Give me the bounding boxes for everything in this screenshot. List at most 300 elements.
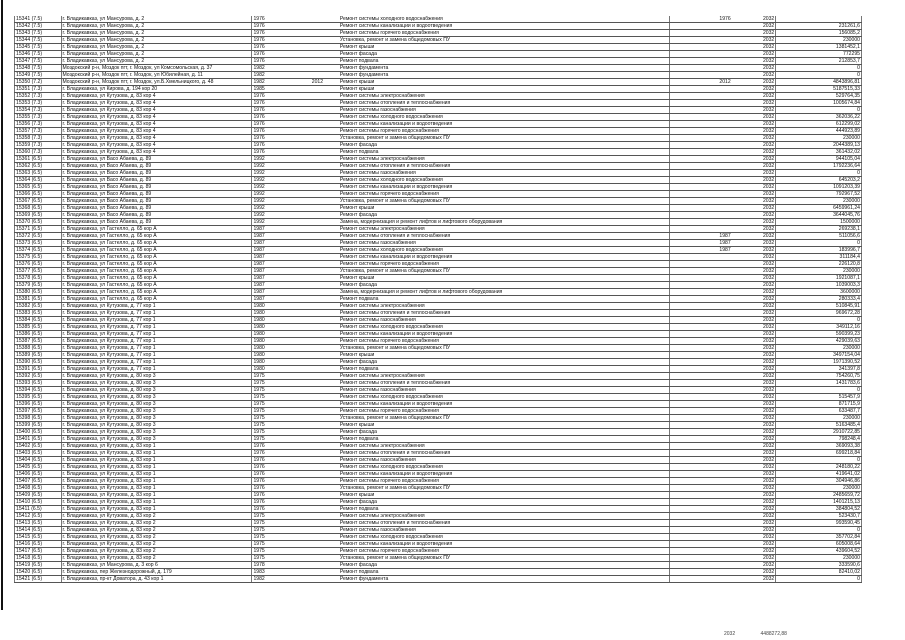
plan-year-cell: 2032 — [732, 149, 776, 156]
build-year-cell: 1992 — [252, 198, 296, 205]
repair-year-cell — [296, 296, 339, 303]
address-cell: г. Владикавказ, ул Кутузова, д. 83 кор 1 — [61, 506, 252, 513]
last-repair-year-cell — [669, 380, 731, 387]
work-type-cell: Ремонт системы холодного водоснабжения — [339, 114, 669, 121]
work-type-cell: Ремонт фасада — [339, 282, 669, 289]
table-row — [15, 128, 862, 135]
build-year-cell: 1980 — [252, 324, 296, 331]
repair-year-cell — [296, 86, 339, 93]
work-type-cell: Ремонт системы газоснабжения — [339, 240, 669, 247]
repair-year-cell — [296, 548, 339, 555]
repair-year-cell — [296, 44, 339, 51]
plan-year-cell: 2032 — [732, 233, 776, 240]
plan-year-cell: 2032 — [732, 37, 776, 44]
work-type-cell: Ремонт системы холодного водоснабжения — [339, 394, 669, 401]
repair-year-cell — [296, 415, 339, 422]
record-id-cell: 15394 (6.5) — [15, 387, 62, 394]
cost-cell: 772295 — [776, 51, 862, 58]
cost-cell: 2044389,13 — [776, 142, 862, 149]
repair-year-cell — [296, 156, 339, 163]
build-year-cell: 1976 — [252, 51, 296, 58]
address-cell: г. Владикавказ, ул Гастелло, д. 65 кор А — [61, 261, 252, 268]
last-repair-year-cell — [669, 303, 731, 310]
last-repair-year-cell — [669, 289, 731, 296]
record-id-cell: 15372 (6.5) — [15, 233, 62, 240]
table-row — [15, 359, 862, 366]
build-year-cell: 1980 — [252, 303, 296, 310]
build-year-cell: 1980 — [252, 331, 296, 338]
last-repair-year-cell — [669, 121, 731, 128]
cost-cell: 792967,52 — [776, 191, 862, 198]
last-repair-year-cell — [669, 163, 731, 170]
work-type-cell: Ремонт крыши — [339, 44, 669, 51]
cost-cell: 0 — [776, 170, 862, 177]
address-cell: г. Владикавказ, ул Кутузова, д. 83 кор 1 — [61, 457, 252, 464]
last-repair-year-cell — [669, 373, 731, 380]
table-row — [15, 506, 862, 513]
last-repair-year-cell — [669, 72, 731, 79]
cost-cell: 3600000 — [776, 289, 862, 296]
last-repair-year-cell — [669, 51, 731, 58]
last-repair-year-cell — [669, 492, 731, 499]
last-repair-year-cell — [669, 282, 731, 289]
table-row — [15, 23, 862, 30]
plan-year-cell: 2032 — [732, 359, 776, 366]
table-row — [15, 352, 862, 359]
repair-year-cell — [296, 450, 339, 457]
plan-year-cell: 2032 — [732, 282, 776, 289]
address-cell: г. Владикавказ, ул Кутузова, д. 77 кор 1 — [61, 317, 252, 324]
cost-cell: 311184,4 — [776, 254, 862, 261]
record-id-cell: 15398 (6.5) — [15, 415, 62, 422]
plan-year-cell: 2032 — [732, 114, 776, 121]
record-id-cell: 15347 (7.5) — [15, 58, 62, 65]
address-cell: г. Владикавказ, ул Ваco Абаева, д. 89 — [61, 170, 252, 177]
plan-year-cell: 2032 — [732, 555, 776, 562]
record-id-cell: 15411 (6.5) — [15, 506, 62, 513]
record-id-cell: 15406 (6.5) — [15, 471, 62, 478]
last-repair-year-cell — [669, 268, 731, 275]
work-type-cell: Ремонт системы газоснабжения — [339, 387, 669, 394]
record-id-cell: 15359 (7.3) — [15, 142, 62, 149]
repair-year-cell — [296, 135, 339, 142]
work-type-cell: Ремонт системы электроснабжения — [339, 303, 669, 310]
record-id-cell: 15387 (6.5) — [15, 338, 62, 345]
repair-year-cell — [296, 457, 339, 464]
work-type-cell: Ремонт системы газоснабжения — [339, 107, 669, 114]
last-repair-year-cell: 1976 — [669, 16, 731, 23]
footer-total: 4488272,88 — [760, 631, 787, 637]
cost-cell: 3644045,76 — [776, 212, 862, 219]
table-row — [15, 303, 862, 310]
plan-year-cell: 2032 — [732, 240, 776, 247]
repair-year-cell — [296, 205, 339, 212]
plan-year-cell: 2032 — [732, 65, 776, 72]
cost-cell: 280333,4 — [776, 296, 862, 303]
table-row — [15, 198, 862, 205]
record-id-cell: 15366 (6.5) — [15, 191, 62, 198]
record-id-cell: 15360 (7.3) — [15, 149, 62, 156]
last-repair-year-cell — [669, 30, 731, 37]
plan-year-cell: 2032 — [732, 408, 776, 415]
address-cell: Моздокский р-н, Моздок пгт, г. Моздок, ул.Б.Хмельницкого, д. 48 — [61, 79, 252, 86]
repair-year-cell: 2012 — [296, 79, 339, 86]
last-repair-year-cell — [669, 177, 731, 184]
cost-cell: 230000 — [776, 37, 862, 44]
record-id-cell: 15417 (6.5) — [15, 548, 62, 555]
address-cell: Моздокский р-н, Моздок пгт, г. Моздок, ул Юбилейная, д. 11 — [61, 72, 252, 79]
build-year-cell: 1975 — [252, 520, 296, 527]
last-repair-year-cell — [669, 415, 731, 422]
cost-cell: 1431783,6 — [776, 380, 862, 387]
repair-year-cell — [296, 429, 339, 436]
cost-cell: 0 — [776, 457, 862, 464]
table-row — [15, 226, 862, 233]
address-cell: г. Владикавказ, пер Железнодорожный, д. 179 — [61, 569, 252, 576]
record-id-cell: 15370 (6.5) — [15, 219, 62, 226]
build-year-cell: 1975 — [252, 422, 296, 429]
build-year-cell: 1976 — [252, 114, 296, 121]
footer-year: 2032 — [724, 631, 736, 637]
build-year-cell: 1983 — [252, 569, 296, 576]
cost-cell: 230000 — [776, 345, 862, 352]
cost-cell: 384804,52 — [776, 506, 862, 513]
repair-year-cell — [296, 219, 339, 226]
build-year-cell: 1976 — [252, 135, 296, 142]
table-row — [15, 240, 862, 247]
plan-year-cell: 2032 — [732, 44, 776, 51]
table-row — [15, 520, 862, 527]
repair-year-cell — [296, 436, 339, 443]
repair-year-cell — [296, 387, 339, 394]
cost-cell: 1971390,52 — [776, 359, 862, 366]
table-row — [15, 135, 862, 142]
plan-year-cell: 2032 — [732, 380, 776, 387]
plan-year-cell: 2032 — [732, 247, 776, 254]
table-row — [15, 471, 862, 478]
cost-cell: 612299,02 — [776, 121, 862, 128]
work-type-cell: Ремонт системы отопления и теплоснабжения — [339, 520, 669, 527]
table-row — [15, 317, 862, 324]
table-row — [15, 492, 862, 499]
repair-year-cell — [296, 401, 339, 408]
repair-year-cell — [296, 527, 339, 534]
cost-cell: 0 — [776, 107, 862, 114]
work-type-cell: Замена, модернизация и ремонт лифтов и лифтового оборудования — [339, 219, 669, 226]
plan-year-cell: 2032 — [732, 331, 776, 338]
record-id-cell: 15357 (7.3) — [15, 128, 62, 135]
address-cell: г. Владикавказ, ул Кутузова, д. 83 кор 4 — [61, 100, 252, 107]
work-type-cell: Ремонт системы электроснабжения — [339, 373, 669, 380]
work-type-cell: Ремонт фундамента — [339, 65, 669, 72]
last-repair-year-cell — [669, 443, 731, 450]
repair-year-cell — [296, 114, 339, 121]
cost-cell: 5163485,4 — [776, 422, 862, 429]
plan-year-cell: 2032 — [732, 520, 776, 527]
record-id-cell: 15378 (6.5) — [15, 275, 62, 282]
address-cell: г. Владикавказ, ул Кутузова, д. 80 кор 3 — [61, 422, 252, 429]
address-cell: г. Владикавказ, ул Ваco Абаева, д. 89 — [61, 163, 252, 170]
record-id-cell: 15380 (6.5) — [15, 289, 62, 296]
table-row — [15, 170, 862, 177]
table-row — [15, 142, 862, 149]
table-row — [15, 177, 862, 184]
build-year-cell: 1975 — [252, 436, 296, 443]
repair-year-cell — [296, 212, 339, 219]
plan-year-cell: 2032 — [732, 254, 776, 261]
last-repair-year-cell — [669, 254, 731, 261]
repair-year-cell — [296, 331, 339, 338]
address-cell: г. Владикавказ, ул Ваco Абаева, д. 89 — [61, 191, 252, 198]
plan-year-cell: 2032 — [732, 576, 776, 583]
last-repair-year-cell — [669, 471, 731, 478]
build-year-cell: 1976 — [252, 485, 296, 492]
plan-year-cell: 2032 — [732, 569, 776, 576]
plan-year-cell: 2032 — [732, 345, 776, 352]
record-id-cell: 15353 (7.3) — [15, 100, 62, 107]
table-row — [15, 44, 862, 51]
table-row — [15, 338, 862, 345]
work-type-cell: Установка, ремонт и замена общедомовых ПУ — [339, 135, 669, 142]
build-year-cell: 1976 — [252, 23, 296, 30]
cost-cell: 230000 — [776, 268, 862, 275]
address-cell: г. Владикавказ, ул Гастелло, д. 65 кор А — [61, 254, 252, 261]
cost-cell: 605008,64 — [776, 541, 862, 548]
record-id-cell: 15374 (6.5) — [15, 247, 62, 254]
address-cell: г. Владикавказ, ул Гастелло, д. 65 кор А — [61, 233, 252, 240]
plan-year-cell: 2032 — [732, 198, 776, 205]
work-type-cell: Ремонт системы канализации и водоотведения — [339, 23, 669, 30]
cost-cell: 369093,38 — [776, 443, 862, 450]
table-row — [15, 219, 862, 226]
cost-cell: 304946,86 — [776, 478, 862, 485]
last-repair-year-cell — [669, 37, 731, 44]
work-type-cell: Ремонт системы холодного водоснабжения — [339, 247, 669, 254]
last-repair-year-cell — [669, 331, 731, 338]
plan-year-cell: 2032 — [732, 135, 776, 142]
cost-cell: 357702,84 — [776, 534, 862, 541]
record-id-cell: 15401 (6.5) — [15, 436, 62, 443]
work-type-cell: Ремонт системы канализации и водоотведения — [339, 471, 669, 478]
address-cell: г. Владикавказ, ул Кутузова, д. 80 кор 3 — [61, 408, 252, 415]
build-year-cell: 1992 — [252, 212, 296, 219]
repair-year-cell — [296, 471, 339, 478]
last-repair-year-cell — [669, 534, 731, 541]
repair-year-cell — [296, 338, 339, 345]
last-repair-year-cell — [669, 128, 731, 135]
record-id-cell: 15377 (6.5) — [15, 268, 62, 275]
plan-year-cell: 2032 — [732, 303, 776, 310]
last-repair-year-cell — [669, 93, 731, 100]
build-year-cell: 1975 — [252, 548, 296, 555]
cost-cell: 2910722,85 — [776, 429, 862, 436]
cost-cell: 361432,02 — [776, 149, 862, 156]
cost-cell: 1921087,1 — [776, 275, 862, 282]
address-cell: г. Владикавказ, ул Кутузова, д. 83 кор 4 — [61, 149, 252, 156]
table-row — [15, 184, 862, 191]
record-id-cell: 15408 (6.5) — [15, 485, 62, 492]
build-year-cell: 1987 — [252, 240, 296, 247]
plan-year-cell: 2032 — [732, 499, 776, 506]
work-type-cell: Ремонт фасада — [339, 562, 669, 569]
address-cell: г. Владикавказ, ул Ваco Абаева, д. 89 — [61, 177, 252, 184]
plan-year-cell: 2032 — [732, 51, 776, 58]
build-year-cell: 1987 — [252, 233, 296, 240]
repair-year-cell — [296, 121, 339, 128]
build-year-cell: 1975 — [252, 513, 296, 520]
plan-year-cell: 2032 — [732, 226, 776, 233]
cost-cell: 2485659,72 — [776, 492, 862, 499]
plan-year-cell: 2032 — [732, 128, 776, 135]
last-repair-year-cell — [669, 387, 731, 394]
table-row — [15, 107, 862, 114]
repair-year-cell — [296, 373, 339, 380]
last-repair-year-cell — [669, 485, 731, 492]
work-type-cell: Ремонт системы горячего водоснабжения — [339, 128, 669, 135]
build-year-cell: 1976 — [252, 506, 296, 513]
work-type-cell: Ремонт системы отопления и теплоснабжения — [339, 163, 669, 170]
record-id-cell: 15393 (6.5) — [15, 380, 62, 387]
last-repair-year-cell — [669, 226, 731, 233]
record-id-cell: 15343 (7.5) — [15, 30, 62, 37]
record-id-cell: 15405 (6.5) — [15, 464, 62, 471]
record-id-cell: 15364 (6.5) — [15, 177, 62, 184]
repair-year-cell — [296, 30, 339, 37]
address-cell: г. Владикавказ, ул Мансурова, д. 2 — [61, 37, 252, 44]
address-cell: Моздокский р-н, Моздок пгт, г. Моздок, ул Комсомольская, д. 37 — [61, 65, 252, 72]
repair-year-cell — [296, 191, 339, 198]
cost-cell: 212853,7 — [776, 58, 862, 65]
work-type-cell: Ремонт системы холодного водоснабжения — [339, 177, 669, 184]
record-id-cell: 15414 (6.5) — [15, 527, 62, 534]
table-row — [15, 79, 862, 86]
build-year-cell: 1980 — [252, 345, 296, 352]
build-year-cell: 1987 — [252, 289, 296, 296]
build-year-cell: 1982 — [252, 79, 296, 86]
table-row — [15, 65, 862, 72]
record-id-cell: 15348 (7.5) — [15, 65, 62, 72]
build-year-cell: 1975 — [252, 373, 296, 380]
work-type-cell: Ремонт крыши — [339, 492, 669, 499]
work-type-cell: Ремонт крыши — [339, 205, 669, 212]
last-repair-year-cell — [669, 422, 731, 429]
last-repair-year-cell — [669, 394, 731, 401]
plan-year-cell: 2032 — [732, 310, 776, 317]
record-id-cell: 15388 (6.5) — [15, 345, 62, 352]
record-id-cell: 15395 (6.5) — [15, 394, 62, 401]
cost-cell: 944105,04 — [776, 156, 862, 163]
record-id-cell: 15383 (6.5) — [15, 310, 62, 317]
address-cell: г. Владикавказ, ул Кутузова, д. 83 кор 4 — [61, 128, 252, 135]
cost-cell: 0 — [776, 240, 862, 247]
address-cell: г. Владикавказ, ул Кутузова, д. 80 кор 3 — [61, 373, 252, 380]
cost-cell: 0 — [776, 527, 862, 534]
work-type-cell: Ремонт подвала — [339, 569, 669, 576]
last-repair-year-cell — [669, 156, 731, 163]
build-year-cell: 1980 — [252, 317, 296, 324]
table-row — [15, 541, 862, 548]
table-row — [15, 415, 862, 422]
record-id-cell: 15344 (7.5) — [15, 37, 62, 44]
work-type-cell: Ремонт подвала — [339, 296, 669, 303]
last-repair-year-cell — [669, 478, 731, 485]
table-row — [15, 394, 862, 401]
last-repair-year-cell — [669, 429, 731, 436]
build-year-cell: 1976 — [252, 149, 296, 156]
plan-year-cell: 2032 — [732, 450, 776, 457]
plan-year-cell: 2032 — [732, 366, 776, 373]
build-year-cell: 1982 — [252, 72, 296, 79]
record-id-cell: 15355 (7.3) — [15, 114, 62, 121]
last-repair-year-cell — [669, 107, 731, 114]
build-year-cell: 1980 — [252, 310, 296, 317]
address-cell: г. Владикавказ, ул Гастелло, д. 65 кор А — [61, 268, 252, 275]
address-cell: г. Владикавказ, ул Кутузова, д. 83 кор 4 — [61, 107, 252, 114]
table-row — [15, 562, 862, 569]
cost-cell: 1005674,84 — [776, 100, 862, 107]
table-row — [15, 478, 862, 485]
build-year-cell: 1976 — [252, 107, 296, 114]
record-id-cell: 15382 (6.5) — [15, 303, 62, 310]
cost-cell: 269238,1 — [776, 226, 862, 233]
table-row — [15, 58, 862, 65]
cost-cell: 439604,52 — [776, 548, 862, 555]
last-repair-year-cell — [669, 191, 731, 198]
work-type-cell: Ремонт фундамента — [339, 576, 669, 583]
plan-year-cell: 2032 — [732, 457, 776, 464]
record-id-cell: 15385 (6.5) — [15, 324, 62, 331]
work-type-cell: Ремонт подвала — [339, 366, 669, 373]
address-cell: г. Владикавказ, ул Ваco Абаева, д. 89 — [61, 198, 252, 205]
build-year-cell: 1975 — [252, 380, 296, 387]
last-repair-year-cell — [669, 100, 731, 107]
repair-year-cell — [296, 93, 339, 100]
work-type-cell: Ремонт системы канализации и водоотведения — [339, 541, 669, 548]
cost-cell: 230000 — [776, 555, 862, 562]
cost-cell: 82410,02 — [776, 569, 862, 576]
last-repair-year-cell — [669, 317, 731, 324]
address-cell: г. Владикавказ, ул Кутузова, д. 80 кор 3 — [61, 436, 252, 443]
cost-cell: 0 — [776, 387, 862, 394]
address-cell: г. Владикавказ, ул Мансурова, д. 3 кор 6 — [61, 562, 252, 569]
table-row — [15, 233, 862, 240]
work-type-cell: Ремонт фундамента — [339, 72, 669, 79]
cost-cell: 230000 — [776, 415, 862, 422]
address-cell: г. Владикавказ, ул Ваco Абаева, д. 89 — [61, 156, 252, 163]
table-row — [15, 513, 862, 520]
repair-year-cell — [296, 58, 339, 65]
build-year-cell: 1992 — [252, 156, 296, 163]
record-id-cell: 15354 (7.3) — [15, 107, 62, 114]
work-type-cell: Ремонт системы горячего водоснабжения — [339, 191, 669, 198]
work-type-cell: Ремонт подвала — [339, 58, 669, 65]
build-year-cell: 1976 — [252, 37, 296, 44]
record-id-cell: 15391 (6.5) — [15, 366, 62, 373]
cost-cell: 226120,8 — [776, 261, 862, 268]
repair-year-cell — [296, 107, 339, 114]
address-cell: г. Владикавказ, ул Кутузова, д. 83 кор 2 — [61, 548, 252, 555]
last-repair-year-cell — [669, 352, 731, 359]
work-type-cell: Ремонт фасада — [339, 51, 669, 58]
record-id-cell: 15367 (6.5) — [15, 198, 62, 205]
cost-cell: 341397,8 — [776, 366, 862, 373]
record-id-cell: 15390 (6.5) — [15, 359, 62, 366]
build-year-cell: 1976 — [252, 142, 296, 149]
work-type-cell: Ремонт системы отопления и теплоснабжения — [339, 310, 669, 317]
repair-year-cell — [296, 317, 339, 324]
table-row — [15, 261, 862, 268]
last-repair-year-cell: 2012 — [669, 79, 731, 86]
